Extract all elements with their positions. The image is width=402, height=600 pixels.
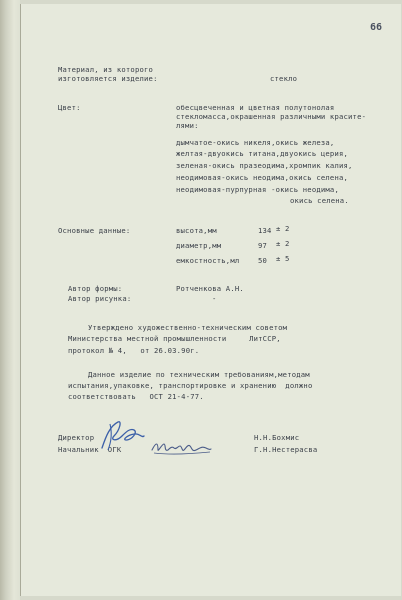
signature-name-director: Н.Н.Бохмис xyxy=(254,433,300,442)
author-drawing-value: - xyxy=(212,294,217,303)
dim-value-diameter: 97 xyxy=(258,241,268,250)
signature-role-director: Директор xyxy=(58,433,95,442)
signature-role-ogk: Начальник ОГК xyxy=(58,445,122,454)
color-line: окись селена. xyxy=(290,196,349,205)
color-line: зеленая-окись празеодима,хромпик калия, xyxy=(176,161,353,170)
author-drawing-label: Автор рисунка: xyxy=(68,294,132,303)
dim-tol-diameter: ± 2 xyxy=(276,239,290,248)
dim-tol-height: ± 2 xyxy=(276,224,290,233)
approval-line: Утверждено художественно-техническим советом xyxy=(88,323,288,332)
page-number: 66 xyxy=(370,22,383,33)
color-line: неодимовая-окись неодима,окись селена, xyxy=(176,173,349,182)
author-form-value: Ротченкова А.Н. xyxy=(176,284,244,293)
dim-name-capacity: емкостность,мл xyxy=(176,256,240,265)
ogk-head-signature xyxy=(150,438,212,456)
color-line: лями: xyxy=(176,121,199,130)
dim-name-height: высота,мм xyxy=(176,226,217,235)
compliance-line: соответствовать ОСТ 21-4-77. xyxy=(68,392,204,401)
dims-label: Основные данные: xyxy=(58,226,131,235)
dim-value-capacity: 50 xyxy=(258,256,268,265)
color-line: дымчатое-окись никеля,окись железа, xyxy=(176,138,335,147)
material-value: стекло xyxy=(270,74,298,83)
color-line: стекломасса,окрашенная различными красите- xyxy=(176,112,367,121)
material-label-line-2: изготовляется изделие: xyxy=(58,74,158,83)
dim-tol-capacity: ± 5 xyxy=(276,254,290,263)
compliance-line: испытания,упаковке, транспортировке и хранению должно xyxy=(68,381,313,390)
color-line: желтая-двуокись титана,двуокись церия, xyxy=(176,149,349,158)
color-label: Цвет: xyxy=(58,103,81,112)
binding-edge xyxy=(0,0,20,600)
material-label-line-1: Материал, из которого xyxy=(58,65,154,74)
director-signature xyxy=(96,418,148,454)
dim-name-diameter: диаметр,мм xyxy=(176,241,222,250)
compliance-line: Данное изделие по техническим требованиям,методам xyxy=(88,370,310,379)
approval-line: протокол № 4, от 26.03.90г. xyxy=(68,346,200,355)
color-line: неодимовая-пурпурная -окись неодима, xyxy=(176,185,339,194)
author-form-label: Автор формы: xyxy=(68,284,123,293)
color-line: обесцвеченная и цветная полутонолая xyxy=(176,103,335,112)
signature-name-ogk: Г.Н.Нестерасва xyxy=(254,445,318,454)
dim-value-height: 134 xyxy=(258,226,272,235)
approval-line: Министерства местной промышленности ЛитССР, xyxy=(68,334,281,343)
